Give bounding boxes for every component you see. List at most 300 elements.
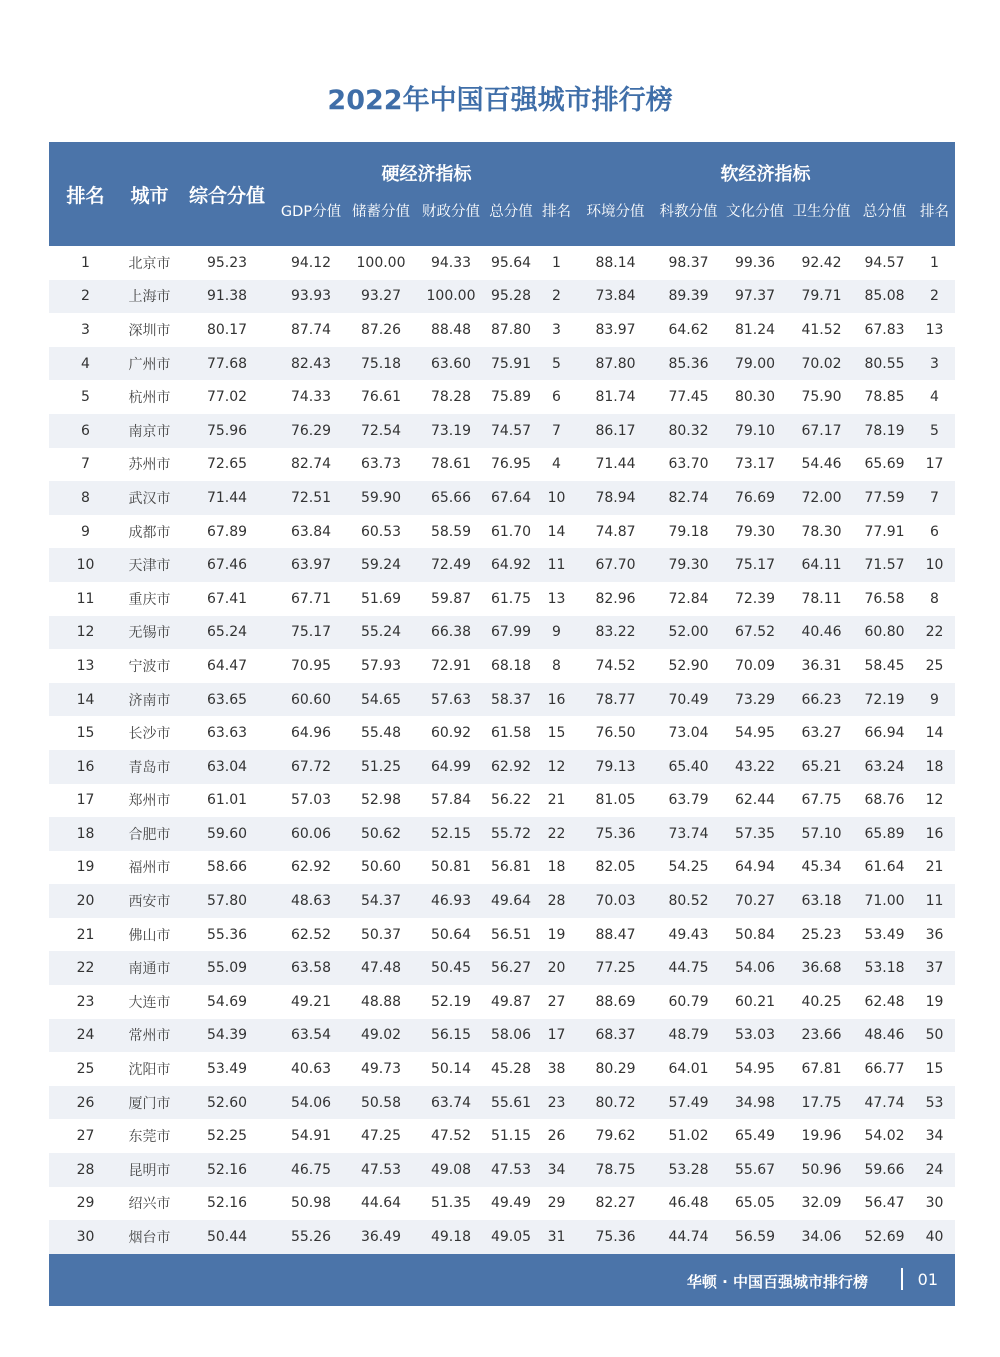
soft-total-cell: 80.55 bbox=[855, 347, 914, 381]
savings-score-cell: 59.90 bbox=[345, 481, 417, 515]
table-row bbox=[49, 1153, 955, 1187]
table-row bbox=[49, 1119, 955, 1153]
culture-score-cell: 34.98 bbox=[722, 1086, 788, 1120]
soft-rank-cell: 37 bbox=[914, 951, 955, 985]
hard-rank-cell: 9 bbox=[537, 616, 576, 650]
soft-rank-cell: 3 bbox=[914, 347, 955, 381]
table-row bbox=[49, 448, 955, 482]
soft-rank-cell: 21 bbox=[925, 859, 944, 876]
soft-total-cell: 94.57 bbox=[864, 254, 905, 271]
health-score-cell: 17.75 bbox=[788, 1086, 855, 1120]
environment-score-cell: 82.27 bbox=[595, 1195, 636, 1212]
culture-score-cell: 80.30 bbox=[734, 389, 776, 406]
table-row bbox=[49, 683, 955, 717]
city-cell: 沈阳市 bbox=[128, 1062, 171, 1079]
fiscal-score-cell: 47.52 bbox=[430, 1128, 472, 1145]
soft-rank-cell: 24 bbox=[914, 1153, 955, 1187]
health-score-cell: 92.42 bbox=[801, 254, 842, 271]
hard-total-cell: 56.22 bbox=[490, 792, 532, 809]
hard-rank-cell: 8 bbox=[552, 657, 561, 674]
gdp-score-cell: 94.12 bbox=[290, 254, 332, 271]
hard-rank-cell: 29 bbox=[547, 1195, 566, 1212]
culture-score-cell: 65.05 bbox=[734, 1195, 776, 1212]
soft-total-cell: 60.80 bbox=[855, 616, 914, 650]
fiscal-score-cell: 50.14 bbox=[430, 1061, 472, 1078]
hard-total-cell: 87.80 bbox=[490, 321, 532, 338]
environment-score-cell: 80.72 bbox=[576, 1086, 655, 1120]
soft-rank-cell: 1 bbox=[930, 254, 939, 271]
savings-score-cell: 50.37 bbox=[360, 926, 402, 943]
culture-score-cell: 73.17 bbox=[734, 456, 776, 473]
fiscal-score-cell: 100.00 bbox=[417, 280, 485, 314]
education-score-cell: 80.52 bbox=[655, 884, 722, 918]
soft-total-cell: 54.02 bbox=[864, 1128, 905, 1145]
rank-cell: 4 bbox=[49, 347, 122, 381]
education-score-cell: 57.49 bbox=[655, 1086, 722, 1120]
culture-score-cell: 50.84 bbox=[734, 926, 776, 943]
health-score-cell: 78.11 bbox=[801, 590, 842, 607]
composite-score-cell: 65.24 bbox=[177, 616, 277, 650]
gdp-score-cell: 49.21 bbox=[290, 993, 332, 1010]
culture-score-cell: 81.24 bbox=[734, 321, 776, 338]
soft-total-cell: 67.83 bbox=[864, 321, 905, 338]
table-row bbox=[49, 280, 955, 314]
fiscal-score-cell: 51.35 bbox=[430, 1195, 472, 1212]
soft-total-cell: 66.77 bbox=[864, 1061, 905, 1078]
environment-score-cell: 86.17 bbox=[576, 414, 655, 448]
savings-score-cell: 36.49 bbox=[345, 1220, 417, 1254]
city-cell: 南京市 bbox=[122, 414, 177, 448]
hard-total-cell: 62.92 bbox=[485, 750, 537, 784]
savings-score-cell: 72.54 bbox=[345, 414, 417, 448]
culture-score-cell: 54.95 bbox=[734, 725, 776, 742]
hard-total-cell: 45.28 bbox=[490, 1061, 532, 1078]
rank-cell: 16 bbox=[49, 750, 122, 784]
environment-score-cell: 88.47 bbox=[595, 926, 636, 943]
city-cell: 厦门市 bbox=[122, 1086, 177, 1120]
environment-score-cell: 81.05 bbox=[595, 792, 636, 809]
education-score-cell: 44.75 bbox=[655, 951, 722, 985]
city-cell: 常州市 bbox=[122, 1019, 177, 1053]
composite-score-cell: 75.96 bbox=[177, 414, 277, 448]
soft-rank-cell: 53 bbox=[914, 1086, 955, 1120]
culture-score-cell: 57.35 bbox=[722, 817, 788, 851]
table-row bbox=[49, 548, 955, 582]
table-row bbox=[49, 884, 955, 918]
table-row bbox=[49, 1220, 955, 1254]
rank-cell: 18 bbox=[49, 817, 122, 851]
soft-rank-cell: 6 bbox=[930, 523, 939, 540]
gdp-score-cell: 74.33 bbox=[290, 389, 332, 406]
health-score-cell: 45.34 bbox=[801, 859, 842, 876]
savings-score-cell: 76.61 bbox=[360, 389, 402, 406]
soft-total-cell: 76.58 bbox=[864, 590, 905, 607]
hard-total-cell: 58.37 bbox=[485, 683, 537, 717]
table-row bbox=[49, 951, 955, 985]
header-fiscal: 财政分值 bbox=[417, 190, 485, 246]
education-score-cell: 64.01 bbox=[668, 1061, 709, 1078]
city-cell: 绍兴市 bbox=[128, 1196, 171, 1213]
culture-score-cell: 70.27 bbox=[722, 884, 788, 918]
environment-score-cell: 81.74 bbox=[595, 389, 636, 406]
gdp-score-cell: 57.03 bbox=[290, 792, 332, 809]
city-cell: 杭州市 bbox=[128, 390, 171, 407]
savings-score-cell: 50.60 bbox=[360, 859, 402, 876]
culture-score-cell: 79.10 bbox=[722, 414, 788, 448]
hard-rank-cell: 2 bbox=[537, 280, 576, 314]
composite-score-cell: 52.25 bbox=[206, 1128, 248, 1145]
savings-score-cell: 47.25 bbox=[360, 1128, 402, 1145]
soft-rank-cell: 22 bbox=[914, 616, 955, 650]
culture-score-cell: 64.94 bbox=[734, 859, 776, 876]
environment-score-cell: 76.50 bbox=[595, 725, 636, 742]
education-score-cell: 63.79 bbox=[668, 792, 709, 809]
rank-cell: 5 bbox=[81, 389, 90, 406]
soft-rank-cell: 4 bbox=[930, 389, 939, 406]
hard-total-cell: 95.64 bbox=[490, 254, 532, 271]
soft-rank-cell: 16 bbox=[914, 817, 955, 851]
education-score-cell: 79.18 bbox=[668, 523, 709, 540]
composite-score-cell: 52.60 bbox=[177, 1086, 277, 1120]
gdp-score-cell: 67.71 bbox=[290, 590, 332, 607]
education-score-cell: 79.30 bbox=[655, 548, 722, 582]
soft-total-cell: 78.19 bbox=[855, 414, 914, 448]
hard-total-cell: 76.95 bbox=[490, 456, 532, 473]
soft-rank-cell: 2 bbox=[914, 280, 955, 314]
fiscal-score-cell: 49.08 bbox=[417, 1153, 485, 1187]
table-row bbox=[49, 582, 955, 616]
culture-score-cell: 65.49 bbox=[734, 1128, 776, 1145]
soft-total-cell: 53.18 bbox=[855, 951, 914, 985]
hard-total-cell: 49.87 bbox=[490, 993, 532, 1010]
savings-score-cell: 55.48 bbox=[360, 725, 402, 742]
rank-cell: 22 bbox=[49, 951, 122, 985]
hard-total-cell: 56.81 bbox=[490, 859, 532, 876]
gdp-score-cell: 60.06 bbox=[277, 817, 345, 851]
environment-score-cell: 88.69 bbox=[595, 993, 636, 1010]
footer-bar bbox=[49, 1254, 955, 1306]
fiscal-score-cell: 63.60 bbox=[417, 347, 485, 381]
health-score-cell: 40.46 bbox=[788, 616, 855, 650]
header-city: 城市 bbox=[122, 142, 177, 246]
gdp-score-cell: 50.98 bbox=[290, 1195, 332, 1212]
page-title: 2022年中国百强城市排行榜 bbox=[327, 85, 673, 116]
savings-score-cell: 51.69 bbox=[360, 590, 402, 607]
soft-rank-cell: 34 bbox=[925, 1128, 944, 1145]
city-cell: 烟台市 bbox=[122, 1220, 177, 1254]
soft-rank-cell: 8 bbox=[930, 590, 939, 607]
hard-rank-cell: 28 bbox=[537, 884, 576, 918]
hard-total-cell: 49.05 bbox=[485, 1220, 537, 1254]
table-row bbox=[49, 1052, 955, 1086]
composite-score-cell: 52.16 bbox=[177, 1153, 277, 1187]
environment-score-cell: 87.80 bbox=[576, 347, 655, 381]
city-cell: 无锡市 bbox=[122, 616, 177, 650]
culture-score-cell: 53.03 bbox=[722, 1019, 788, 1053]
composite-score-cell: 67.46 bbox=[177, 548, 277, 582]
composite-score-cell: 59.60 bbox=[177, 817, 277, 851]
city-cell: 成都市 bbox=[128, 524, 171, 541]
city-cell: 上海市 bbox=[122, 280, 177, 314]
education-score-cell: 65.40 bbox=[655, 750, 722, 784]
table-row bbox=[49, 347, 955, 381]
health-score-cell: 67.75 bbox=[801, 792, 842, 809]
hard-total-cell: 49.49 bbox=[490, 1195, 532, 1212]
hard-total-cell: 74.57 bbox=[485, 414, 537, 448]
soft-rank-cell: 19 bbox=[925, 993, 944, 1010]
culture-score-cell: 60.21 bbox=[734, 993, 776, 1010]
table-row bbox=[49, 616, 955, 650]
education-score-cell: 77.45 bbox=[668, 389, 709, 406]
footer-divider bbox=[901, 1268, 903, 1290]
hard-total-cell: 55.61 bbox=[485, 1086, 537, 1120]
education-score-cell: 85.36 bbox=[655, 347, 722, 381]
soft-rank-cell: 9 bbox=[914, 683, 955, 717]
composite-score-cell: 72.65 bbox=[206, 456, 248, 473]
education-score-cell: 51.02 bbox=[668, 1128, 709, 1145]
soft-total-cell: 65.69 bbox=[864, 456, 905, 473]
environment-score-cell: 79.13 bbox=[576, 750, 655, 784]
fiscal-score-cell: 64.99 bbox=[417, 750, 485, 784]
culture-score-cell: 56.59 bbox=[722, 1220, 788, 1254]
fiscal-score-cell: 57.63 bbox=[417, 683, 485, 717]
rank-cell: 23 bbox=[76, 993, 95, 1010]
savings-score-cell: 50.58 bbox=[345, 1086, 417, 1120]
environment-score-cell: 73.84 bbox=[576, 280, 655, 314]
hard-total-cell: 67.99 bbox=[485, 616, 537, 650]
hard-total-cell: 61.75 bbox=[490, 590, 532, 607]
fiscal-score-cell: 72.49 bbox=[417, 548, 485, 582]
soft-total-cell: 56.47 bbox=[864, 1195, 905, 1212]
composite-score-cell: 77.68 bbox=[177, 347, 277, 381]
education-score-cell: 73.04 bbox=[668, 725, 709, 742]
environment-score-cell: 78.75 bbox=[576, 1153, 655, 1187]
savings-score-cell: 47.53 bbox=[345, 1153, 417, 1187]
hard-total-cell: 61.70 bbox=[490, 523, 532, 540]
education-score-cell: 80.32 bbox=[655, 414, 722, 448]
health-score-cell: 63.27 bbox=[801, 725, 842, 742]
table-row bbox=[49, 985, 955, 1019]
rank-cell: 30 bbox=[49, 1220, 122, 1254]
hard-total-cell: 67.64 bbox=[485, 481, 537, 515]
ranking-table-container bbox=[49, 142, 955, 1254]
rank-cell: 29 bbox=[76, 1195, 95, 1212]
rank-cell: 21 bbox=[76, 926, 95, 943]
rank-cell: 19 bbox=[76, 859, 95, 876]
header-hard-total: 总分值 bbox=[485, 190, 537, 246]
savings-score-cell: 52.98 bbox=[360, 792, 402, 809]
composite-score-cell: 55.09 bbox=[177, 951, 277, 985]
hard-total-cell: 61.58 bbox=[490, 725, 532, 742]
education-score-cell: 82.74 bbox=[655, 481, 722, 515]
rank-cell: 8 bbox=[49, 481, 122, 515]
fiscal-score-cell: 49.18 bbox=[417, 1220, 485, 1254]
health-score-cell: 41.52 bbox=[801, 321, 842, 338]
hard-total-cell: 47.53 bbox=[485, 1153, 537, 1187]
savings-score-cell: 57.93 bbox=[360, 657, 402, 674]
soft-rank-cell: 5 bbox=[914, 414, 955, 448]
soft-total-cell: 52.69 bbox=[855, 1220, 914, 1254]
composite-score-cell: 63.63 bbox=[206, 725, 248, 742]
education-score-cell: 89.39 bbox=[655, 280, 722, 314]
education-score-cell: 46.48 bbox=[668, 1195, 709, 1212]
city-cell: 苏州市 bbox=[128, 457, 171, 474]
header-education: 科教分值 bbox=[655, 190, 722, 246]
environment-score-cell: 68.37 bbox=[576, 1019, 655, 1053]
table-row bbox=[49, 380, 955, 414]
gdp-score-cell: 76.29 bbox=[277, 414, 345, 448]
fiscal-score-cell: 52.15 bbox=[417, 817, 485, 851]
table-row bbox=[49, 481, 955, 515]
environment-score-cell: 83.22 bbox=[576, 616, 655, 650]
environment-score-cell: 80.29 bbox=[595, 1061, 636, 1078]
fiscal-score-cell: 59.87 bbox=[430, 590, 472, 607]
hard-rank-cell: 7 bbox=[537, 414, 576, 448]
rank-cell: 25 bbox=[76, 1061, 95, 1078]
rank-cell: 24 bbox=[49, 1019, 122, 1053]
soft-total-cell: 48.46 bbox=[855, 1019, 914, 1053]
savings-score-cell: 49.73 bbox=[360, 1061, 402, 1078]
health-score-cell: 50.96 bbox=[788, 1153, 855, 1187]
table-row bbox=[49, 851, 955, 885]
city-cell: 合肥市 bbox=[122, 817, 177, 851]
table-row bbox=[49, 750, 955, 784]
fiscal-score-cell: 94.33 bbox=[430, 254, 472, 271]
city-cell: 青岛市 bbox=[122, 750, 177, 784]
page-number: 01 bbox=[917, 1270, 938, 1289]
hard-rank-cell: 20 bbox=[537, 951, 576, 985]
composite-score-cell: 63.65 bbox=[177, 683, 277, 717]
header-hard-economy: 硬经济指标 bbox=[277, 142, 576, 190]
rank-cell: 28 bbox=[49, 1153, 122, 1187]
soft-total-cell: 85.08 bbox=[855, 280, 914, 314]
health-score-cell: 19.96 bbox=[801, 1128, 842, 1145]
header-health: 卫生分值 bbox=[788, 190, 855, 246]
hard-rank-cell: 34 bbox=[537, 1153, 576, 1187]
hard-total-cell: 68.18 bbox=[490, 657, 532, 674]
city-cell: 福州市 bbox=[128, 860, 171, 877]
city-cell: 武汉市 bbox=[122, 481, 177, 515]
environment-score-cell: 77.25 bbox=[576, 951, 655, 985]
environment-score-cell: 82.96 bbox=[595, 590, 636, 607]
soft-rank-cell: 30 bbox=[925, 1195, 944, 1212]
culture-score-cell: 62.44 bbox=[734, 792, 776, 809]
header-composite: 综合分值 bbox=[177, 142, 277, 246]
health-score-cell: 40.25 bbox=[801, 993, 842, 1010]
rank-cell: 7 bbox=[81, 456, 90, 473]
table-row bbox=[49, 716, 955, 750]
soft-total-cell: 78.85 bbox=[864, 389, 905, 406]
soft-rank-cell: 14 bbox=[925, 725, 944, 742]
header-gdp: GDP分值 bbox=[277, 190, 345, 246]
culture-score-cell: 99.36 bbox=[734, 254, 776, 271]
composite-score-cell: 80.17 bbox=[206, 321, 248, 338]
gdp-score-cell: 48.63 bbox=[277, 884, 345, 918]
city-cell: 长沙市 bbox=[128, 726, 171, 743]
savings-score-cell: 48.88 bbox=[360, 993, 402, 1010]
environment-score-cell: 71.44 bbox=[595, 456, 636, 473]
culture-score-cell: 70.09 bbox=[734, 657, 776, 674]
education-score-cell: 64.62 bbox=[668, 321, 709, 338]
gdp-score-cell: 62.92 bbox=[290, 859, 332, 876]
hard-total-cell: 95.28 bbox=[485, 280, 537, 314]
rank-cell: 20 bbox=[49, 884, 122, 918]
soft-total-cell: 65.89 bbox=[855, 817, 914, 851]
health-score-cell: 70.02 bbox=[788, 347, 855, 381]
savings-score-cell: 75.18 bbox=[345, 347, 417, 381]
health-score-cell: 63.18 bbox=[788, 884, 855, 918]
fiscal-score-cell: 46.93 bbox=[417, 884, 485, 918]
hard-total-cell: 58.06 bbox=[485, 1019, 537, 1053]
health-score-cell: 79.71 bbox=[788, 280, 855, 314]
health-score-cell: 36.68 bbox=[788, 951, 855, 985]
environment-score-cell: 88.14 bbox=[595, 254, 636, 271]
soft-rank-cell: 13 bbox=[925, 321, 944, 338]
city-cell: 天津市 bbox=[122, 548, 177, 582]
table-row bbox=[49, 649, 955, 683]
education-score-cell: 48.79 bbox=[655, 1019, 722, 1053]
hard-total-cell: 75.89 bbox=[490, 389, 532, 406]
hard-rank-cell: 19 bbox=[547, 926, 566, 943]
culture-score-cell: 73.29 bbox=[722, 683, 788, 717]
table-row bbox=[49, 817, 955, 851]
fiscal-score-cell: 73.19 bbox=[417, 414, 485, 448]
environment-score-cell: 74.52 bbox=[595, 657, 636, 674]
savings-score-cell: 63.73 bbox=[360, 456, 402, 473]
header-hard-rank: 排名 bbox=[537, 190, 576, 246]
hard-rank-cell: 6 bbox=[552, 389, 561, 406]
hard-total-cell: 56.27 bbox=[485, 951, 537, 985]
composite-score-cell: 77.02 bbox=[206, 389, 248, 406]
health-score-cell: 23.66 bbox=[788, 1019, 855, 1053]
savings-score-cell: 49.02 bbox=[345, 1019, 417, 1053]
gdp-score-cell: 63.97 bbox=[277, 548, 345, 582]
soft-rank-cell: 7 bbox=[914, 481, 955, 515]
soft-rank-cell: 15 bbox=[925, 1061, 944, 1078]
hard-total-cell: 51.15 bbox=[490, 1128, 532, 1145]
education-score-cell: 73.74 bbox=[655, 817, 722, 851]
table-row bbox=[49, 1019, 955, 1053]
hard-rank-cell: 3 bbox=[552, 321, 561, 338]
composite-score-cell: 67.41 bbox=[206, 590, 248, 607]
rank-cell: 1 bbox=[81, 254, 90, 271]
gdp-score-cell: 67.72 bbox=[277, 750, 345, 784]
table-row bbox=[49, 784, 955, 818]
culture-score-cell: 55.67 bbox=[722, 1153, 788, 1187]
health-score-cell: 54.46 bbox=[801, 456, 842, 473]
composite-score-cell: 95.23 bbox=[206, 254, 248, 271]
hard-rank-cell: 10 bbox=[537, 481, 576, 515]
soft-rank-cell: 17 bbox=[925, 456, 944, 473]
fiscal-score-cell: 56.15 bbox=[417, 1019, 485, 1053]
health-score-cell: 36.31 bbox=[801, 657, 842, 674]
savings-score-cell: 100.00 bbox=[356, 254, 406, 271]
fiscal-score-cell: 57.84 bbox=[430, 792, 472, 809]
soft-rank-cell: 40 bbox=[914, 1220, 955, 1254]
city-cell: 广州市 bbox=[122, 347, 177, 381]
soft-rank-cell: 11 bbox=[914, 884, 955, 918]
rank-cell: 3 bbox=[81, 321, 90, 338]
hard-rank-cell: 38 bbox=[547, 1061, 566, 1078]
savings-score-cell: 59.24 bbox=[345, 548, 417, 582]
hard-rank-cell: 4 bbox=[552, 456, 561, 473]
education-score-cell: 49.43 bbox=[668, 926, 709, 943]
soft-total-cell: 58.45 bbox=[864, 657, 905, 674]
rank-cell: 14 bbox=[49, 683, 122, 717]
environment-score-cell: 70.03 bbox=[576, 884, 655, 918]
composite-score-cell: 64.47 bbox=[206, 657, 248, 674]
health-score-cell: 64.11 bbox=[788, 548, 855, 582]
